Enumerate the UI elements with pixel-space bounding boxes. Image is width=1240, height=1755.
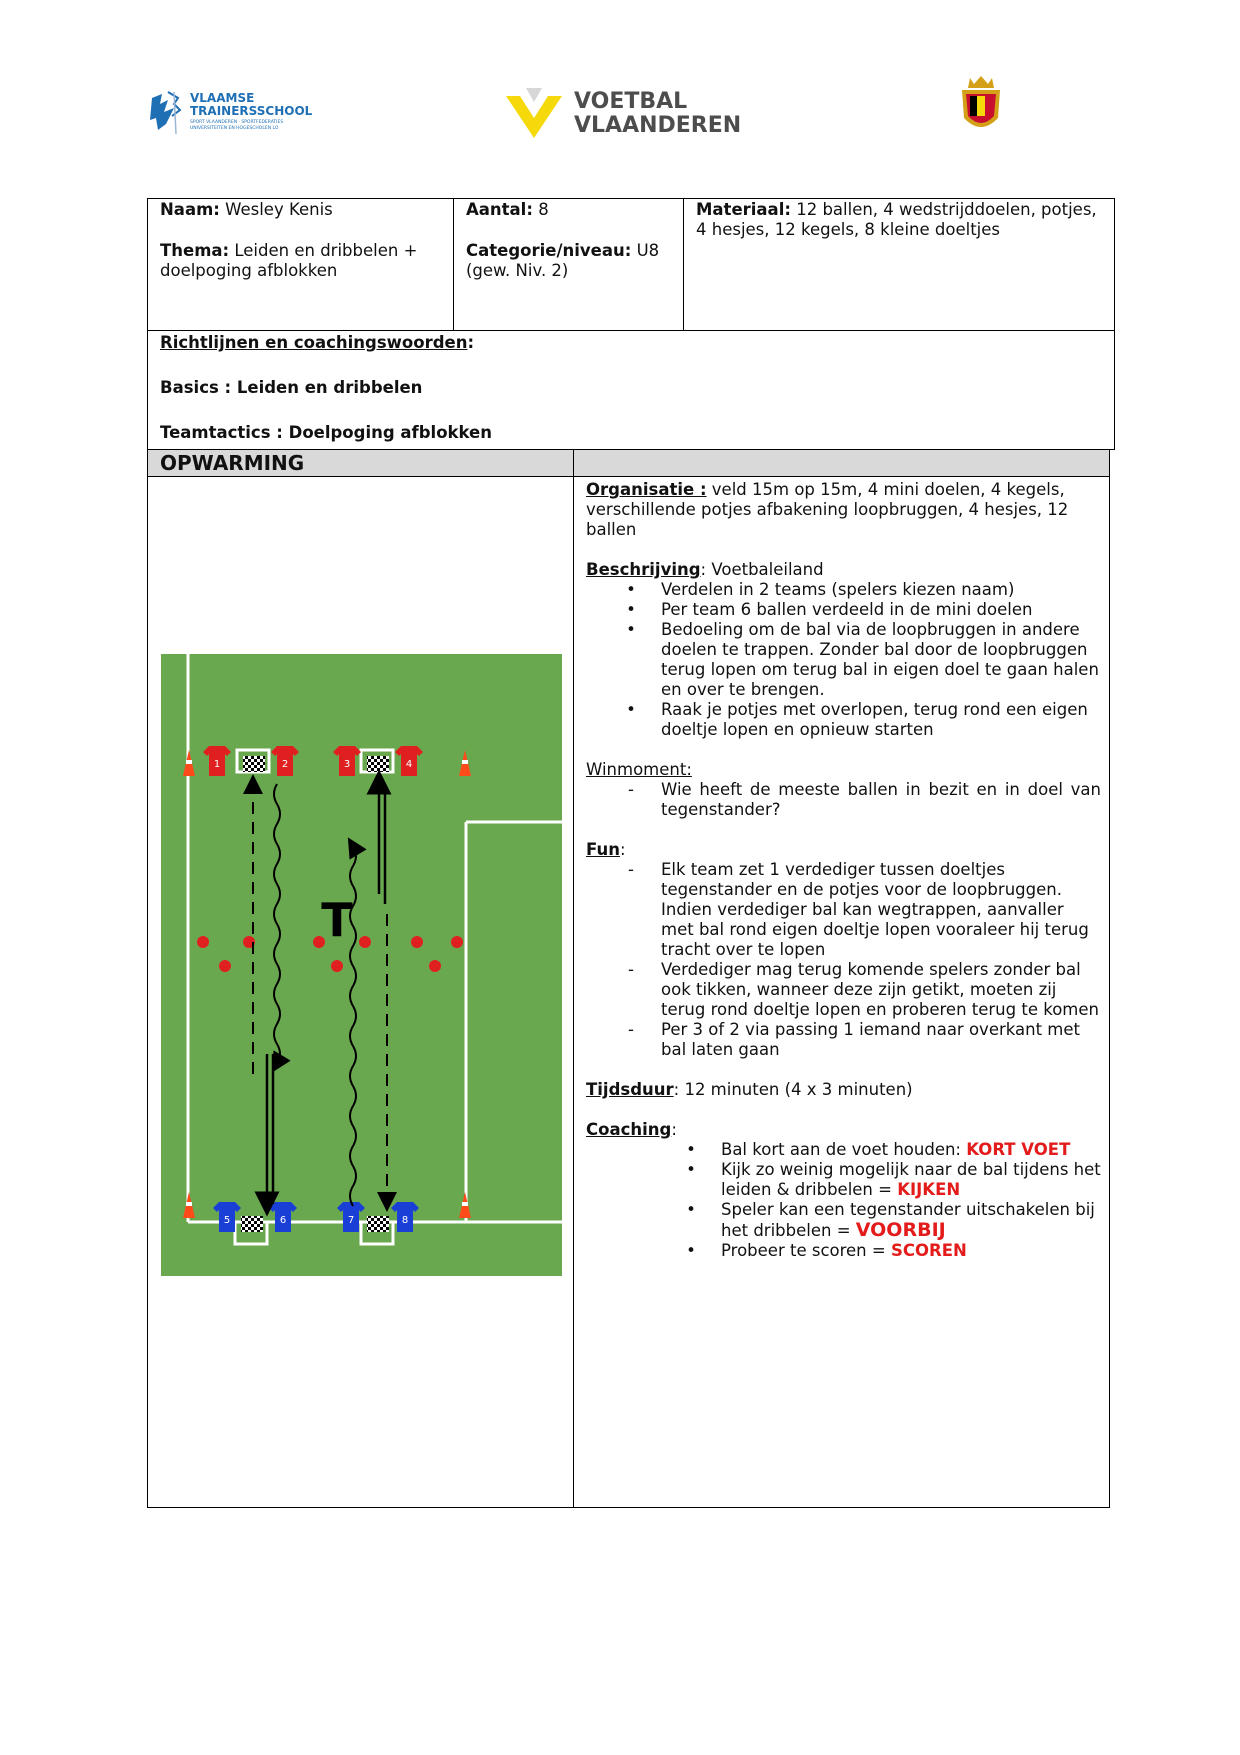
svg-text:3: 3 [343,759,351,770]
vv-line2: VLAANDEREN [574,113,742,138]
svg-text:4: 4 [405,759,413,770]
svg-text:2: 2 [281,759,289,770]
svg-text:8: 8 [401,1215,409,1226]
list-item: • Speler kan een tegenstander uitschakelen bij het dribbelen = VOORBIJ [686,1200,1095,1241]
tijdsduur-block: Tijdsduur: 12 minuten (4 x 3 minuten) [586,1080,913,1099]
list-item: • Bal kort aan de voet houden: KORT VOET [686,1140,1071,1159]
vts-sub2: UNIVERSITEITEN EN HOGESCHOLEN LO [190,126,279,131]
vts-line1: VLAAMSE [190,91,255,105]
section-title: OPWARMING [160,451,305,475]
list-item: - Per 3 of 2 via passing 1 iemand naar overkant met bal laten gaan [628,1020,1081,1059]
vts-sub1: SPORT VLAANDEREN · SPORTFEDERATIES [190,120,284,125]
vv-chevron-icon [504,84,564,140]
winmoment-block: Winmoment: [586,760,692,779]
list-item: - Elk team zet 1 verdediger tussen doeltjes tegenstander en de potjes voor de loopbruggen. Indien verdediger bal kan wegtrappen, aanvaller met bal rond eigen doeltje lopen vooraleer hij terug tracht over te lopen [628,860,1089,959]
organisatie-block: Organisatie : veld 15m op 15m, 4 mini doelen, 4 kegels, verschillende potjes afbakening loopbruggen, 4 hesjes, 12 ballen [586,480,1069,539]
vv-line1: VOETBAL [574,89,688,114]
content-text [586,478,1101,1261]
categorie-field: Categorie/niveau: U8 (gew. Niv. 2) [466,241,660,280]
teamtactics-line: Teamtactics : Doelpoging afblokken [160,423,492,442]
list-item: - Wie heeft de meeste ballen in bezit en in doel van tegenstander? [628,780,1101,819]
naam-field: Naam: Wesley Kenis [160,200,333,219]
svg-text:7: 7 [347,1215,355,1226]
coaching-list [686,1140,1101,1261]
list-item: • Raak je potjes met overlopen, terug rond een eigen doeltje lopen en opnieuw starten [626,700,1088,739]
list-item: - Verdediger mag terug komende spelers zonder bal ook tikken, wanneer deze zijn getikt, moeten zij terug rond doeltje lopen en proberen terug te komen [628,960,1099,1019]
rbfa-crest [956,74,1006,140]
materiaal-field: Materiaal: 12 ballen, 4 wedstrijddoelen, potjes, 4 hesjes, 12 kegels, 8 kleine doeltjes [696,200,1097,239]
svg-text:6: 6 [279,1215,287,1226]
coaching-keyword: VOORBIJ [855,1219,946,1241]
winmoment-list [628,780,1101,820]
crest-icon [956,74,1006,140]
svg-text:1: 1 [213,759,221,770]
list-item: • Bedoeling om de bal via de loopbruggen in andere doelen te trappen. Zonder bal door de loopbruggen terug lopen om terug bal in eigen doel te gaan halen en over te brengen. [626,620,1099,699]
list-item: • Kijk zo weinig mogelijk naar de bal tijdens het leiden & dribbelen = KIJKEN [686,1160,1101,1199]
list-item: • Per team 6 ballen verdeeld in de mini doelen [626,600,1033,619]
fun-list [628,860,1101,1060]
basics-line: Basics : Leiden en dribbelen [160,378,423,397]
fun-block: Fun: [586,840,626,859]
voetbal-vlaanderen-logo [504,84,742,142]
section-header-right [573,449,1110,477]
vts-emblem-icon [148,90,182,136]
list-item: • Verdelen in 2 teams (spelers kiezen naam) [626,580,1015,599]
vts-line2: TRAINERSSCHOOL [190,104,313,118]
list-item: • Probeer te scoren = SCOREN [686,1241,967,1260]
thema-field: Thema: Leiden en dribbelen + doelpoging afblokken [160,241,418,280]
beschrijving-list [626,580,1101,740]
coaching-keyword: KIJKEN [897,1180,961,1199]
coaching-block: Coaching: [586,1120,677,1139]
guidelines-title: Richtlijnen en coachingswoorden: [160,333,475,352]
coaching-keyword: SCOREN [890,1241,967,1260]
beschrijving-block: Beschrijving: Voetbaleiland [586,560,824,579]
coaching-keyword: KORT VOET [966,1140,1071,1159]
drill-diagram [161,654,562,1276]
svg-text:5: 5 [223,1215,231,1226]
defender-label: T [321,893,353,947]
aantal-field: Aantal: 8 [466,200,549,219]
vts-logo [148,88,318,140]
